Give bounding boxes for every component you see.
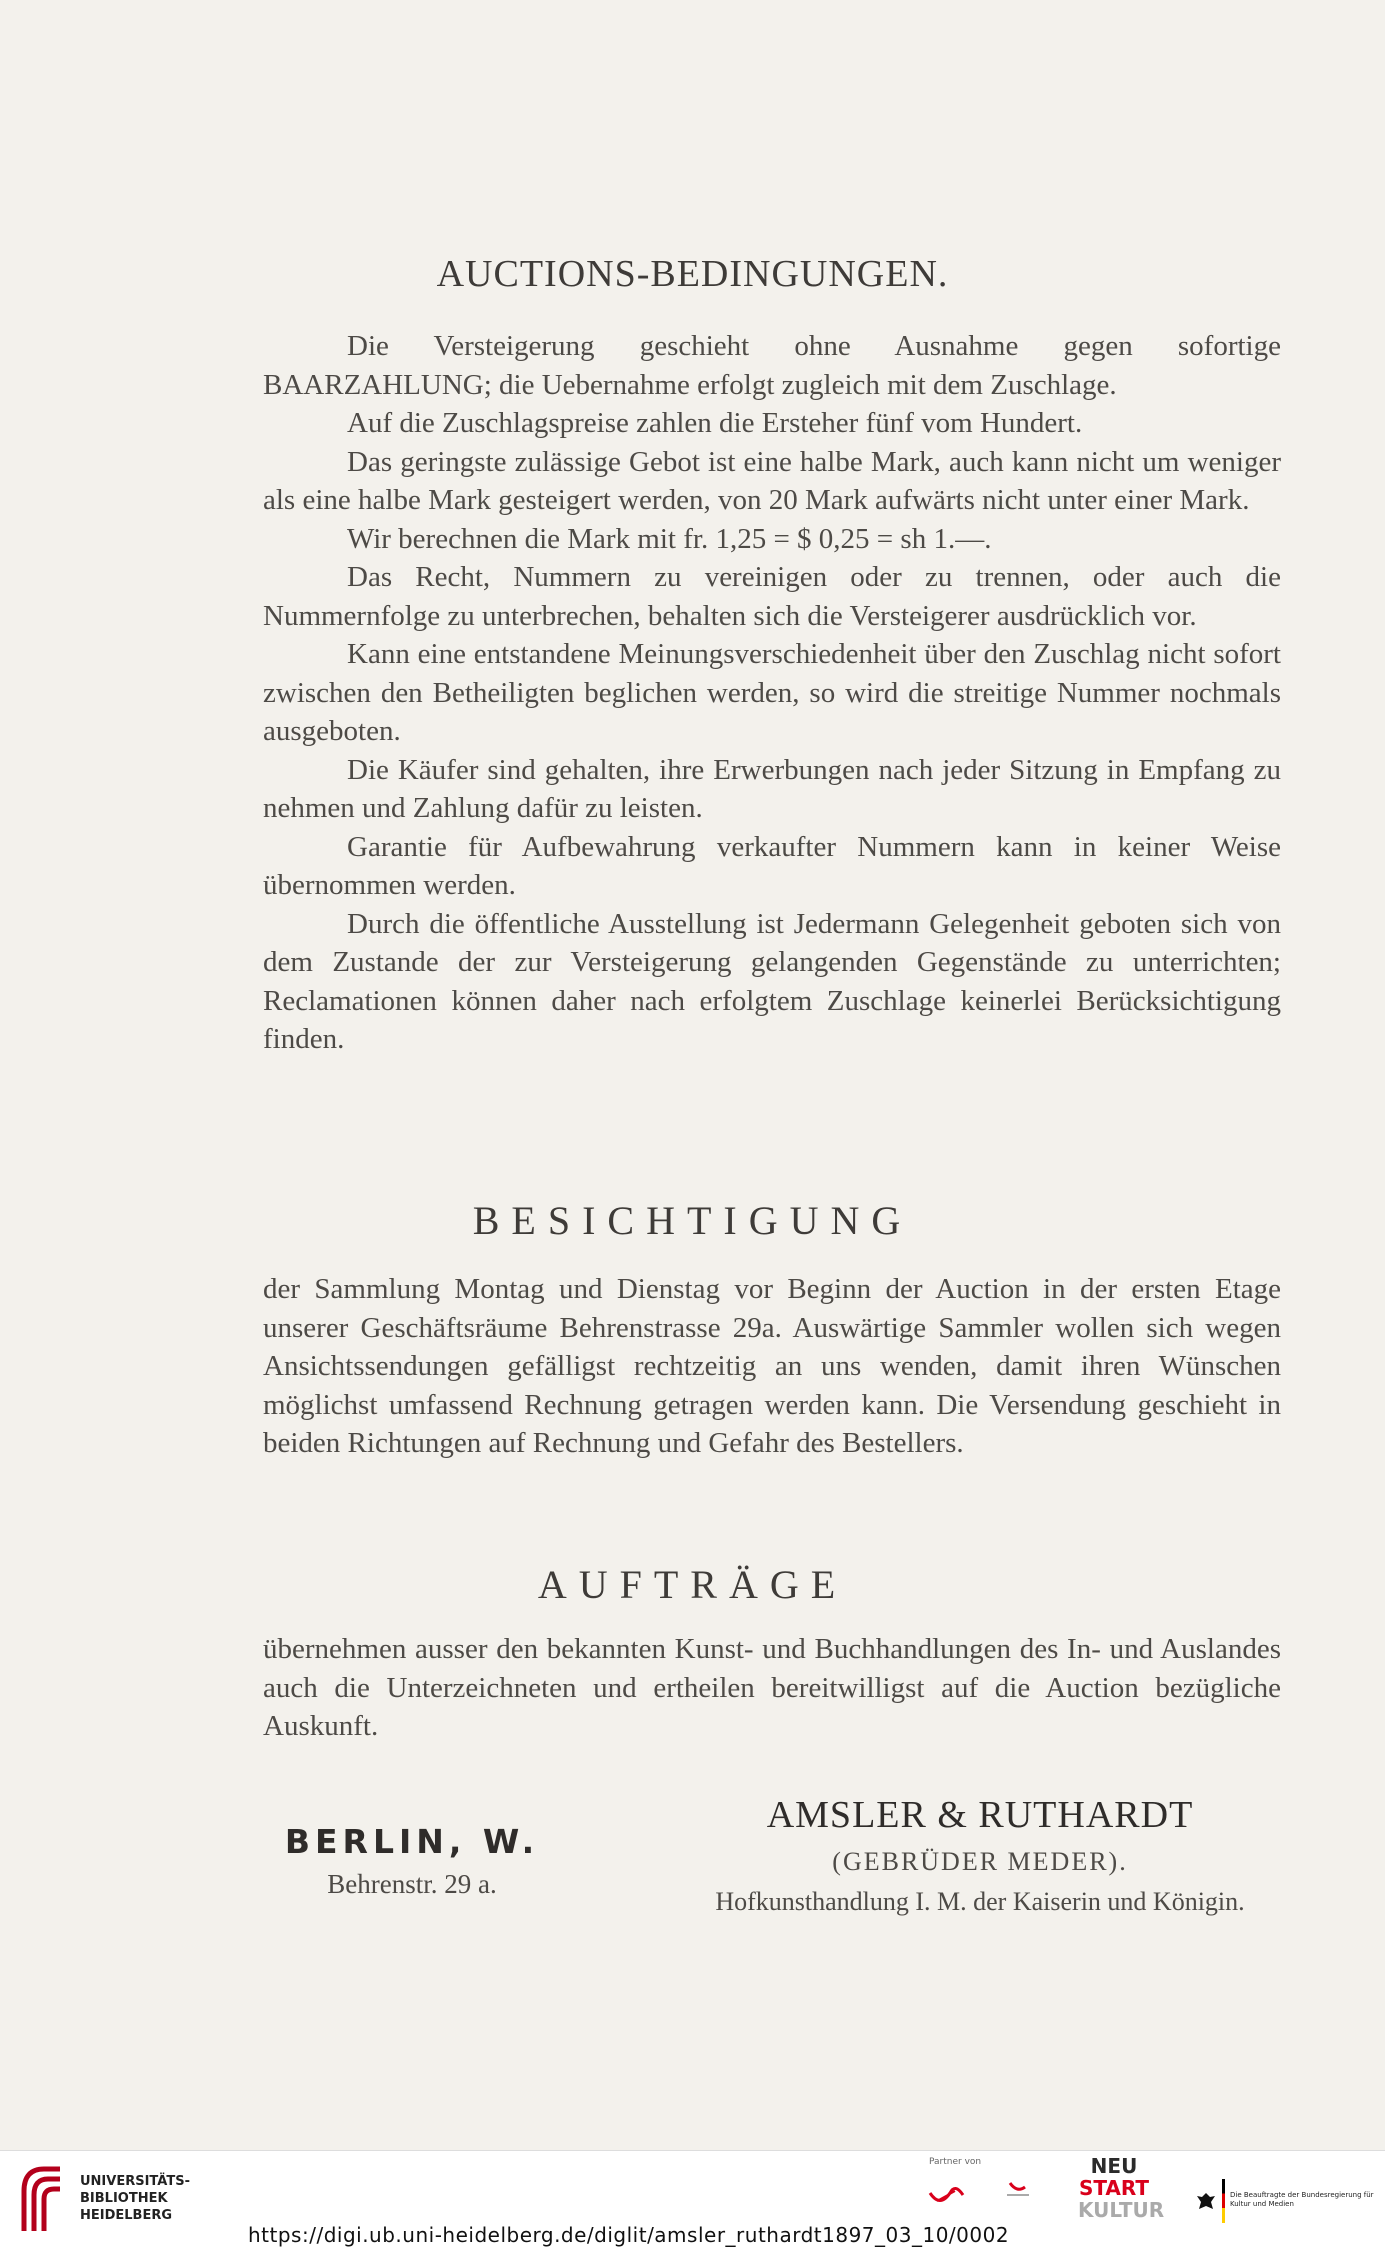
besichtigung-paragraph: der Sammlung Montag und Dienstag vor Beginn der Auction in der ersten Etage unserer Geschäftsräume Behrenstrasse 29a. Auswärtige Sammler wollen sich wegen Ansichtssendungen gefälligst rechtzeitig an uns wenden, damit ihren Wünschen möglichst umfassend Rechnung getragen werden kann. Die Versendung geschieht in beiden Richtungen auf Rechnung und Gefahr des Bestellers. <box>263 1273 1281 1459</box>
condition-paragraph: Wir berechnen die Mark mit fr. 1,25 = $ 0,25 = sh 1.—. <box>347 522 992 555</box>
condition-paragraph: Durch die öffentliche Ausstellung ist Jedermann Gelegenheit geboten sich von dem Zustande der zur Versteigerung gelangenden Gegenstände zu unterrichten; Reclamationen können daher nach erfolgtem Zuschlage keinerlei Berücksichtigung finden. <box>263 907 1281 1055</box>
auftraege-heading: AUFTRÄGE <box>537 1562 848 1607</box>
auftraege-paragraph: übernehmen ausser den bekannten Kunst- und Buchhandlungen des In- und Auslandes auch die Unterzeichneten und ertheilen bereitwilligst auf die Auction bezügliche Auskunft. <box>263 1633 1281 1742</box>
page-title: AUCTIONS-BEDINGUNGEN. <box>436 253 949 295</box>
condition-paragraph: Das geringste zulässige Gebot ist eine halbe Mark, auch kann nicht um weniger als eine halbe Mark gesteigert werden, von 20 Mark aufwärts nicht unter einer Mark. <box>263 445 1281 516</box>
besichtigung-heading: BESICHTIGUNG <box>472 1198 913 1243</box>
partner-label: Partner von <box>929 2157 982 2167</box>
bkm-label: Die Beauftragte der Bundesregierung für Kultur und Medien <box>1230 2191 1374 2208</box>
condition-paragraph: Kann eine entstandene Meinungsverschiedenheit über den Zuschlag nicht sofort zwischen den Betheiligten beglichen werden, so wird die streitige Nummer nochmals ausgeboten. <box>263 638 1281 747</box>
condition-paragraph: Das Recht, Nummern zu vereinigen oder zu trennen, oder auch die Nummernfolge zu unterbrechen, behalten sich die Versteigerer ausdrücklich vor. <box>263 561 1281 632</box>
conditions-section <box>263 327 1281 1059</box>
library-name[interactable]: UNIVERSITÄTS- BIBLIOTHEK HEIDELBERG <box>80 2174 190 2223</box>
city-label: BERLIN, W. <box>284 1822 540 1861</box>
auftraege-section <box>263 1630 1281 1746</box>
university-library-logo-icon[interactable] <box>14 2161 70 2236</box>
firm-block <box>680 1793 1280 1917</box>
partner-logo-icon[interactable] <box>925 2173 1035 2218</box>
federal-eagle-icon <box>1196 2191 1216 2213</box>
firm-description: Hofkunsthandlung I. M. der Kaiserin und Königin. <box>715 1887 1245 1916</box>
flag-bar <box>1222 2179 1225 2223</box>
condition-paragraph: Auf die Zuschlagspreise zahlen die Ersteher fünf vom Hundert. <box>347 407 1083 439</box>
firm-name: AMSLER & RUTHARDT <box>766 1794 1194 1836</box>
street-label: Behrenstr. 29 a. <box>327 1869 497 1899</box>
neustart-kultur-logo[interactable]: NEU START KULTUR <box>1078 2154 1165 2222</box>
firm-subtitle: (GEBRÜDER MEDER). <box>832 1847 1128 1876</box>
condition-paragraph: Garantie für Aufbewahrung verkaufter Nummern kann in keiner Weise übernommen werden. <box>263 830 1281 901</box>
address-block <box>262 1822 562 1900</box>
besichtigung-section <box>263 1270 1281 1463</box>
page-url[interactable]: https://digi.ub.uni-heidelberg.de/diglit/amsler_ruthardt1897_03_10/0002 <box>248 2223 1010 2247</box>
condition-paragraph: Die Käufer sind gehalten, ihre Erwerbungen nach jeder Sitzung in Empfang zu nehmen und Zahlung dafür zu leisten. <box>263 753 1281 824</box>
condition-paragraph: Die Versteigerung geschieht ohne Ausnahme gegen sofortige BAARZAHLUNG; die Uebernahme erfolgt zugleich mit dem Zuschlage. <box>263 330 1281 401</box>
viewer-banner <box>0 2150 1385 2248</box>
